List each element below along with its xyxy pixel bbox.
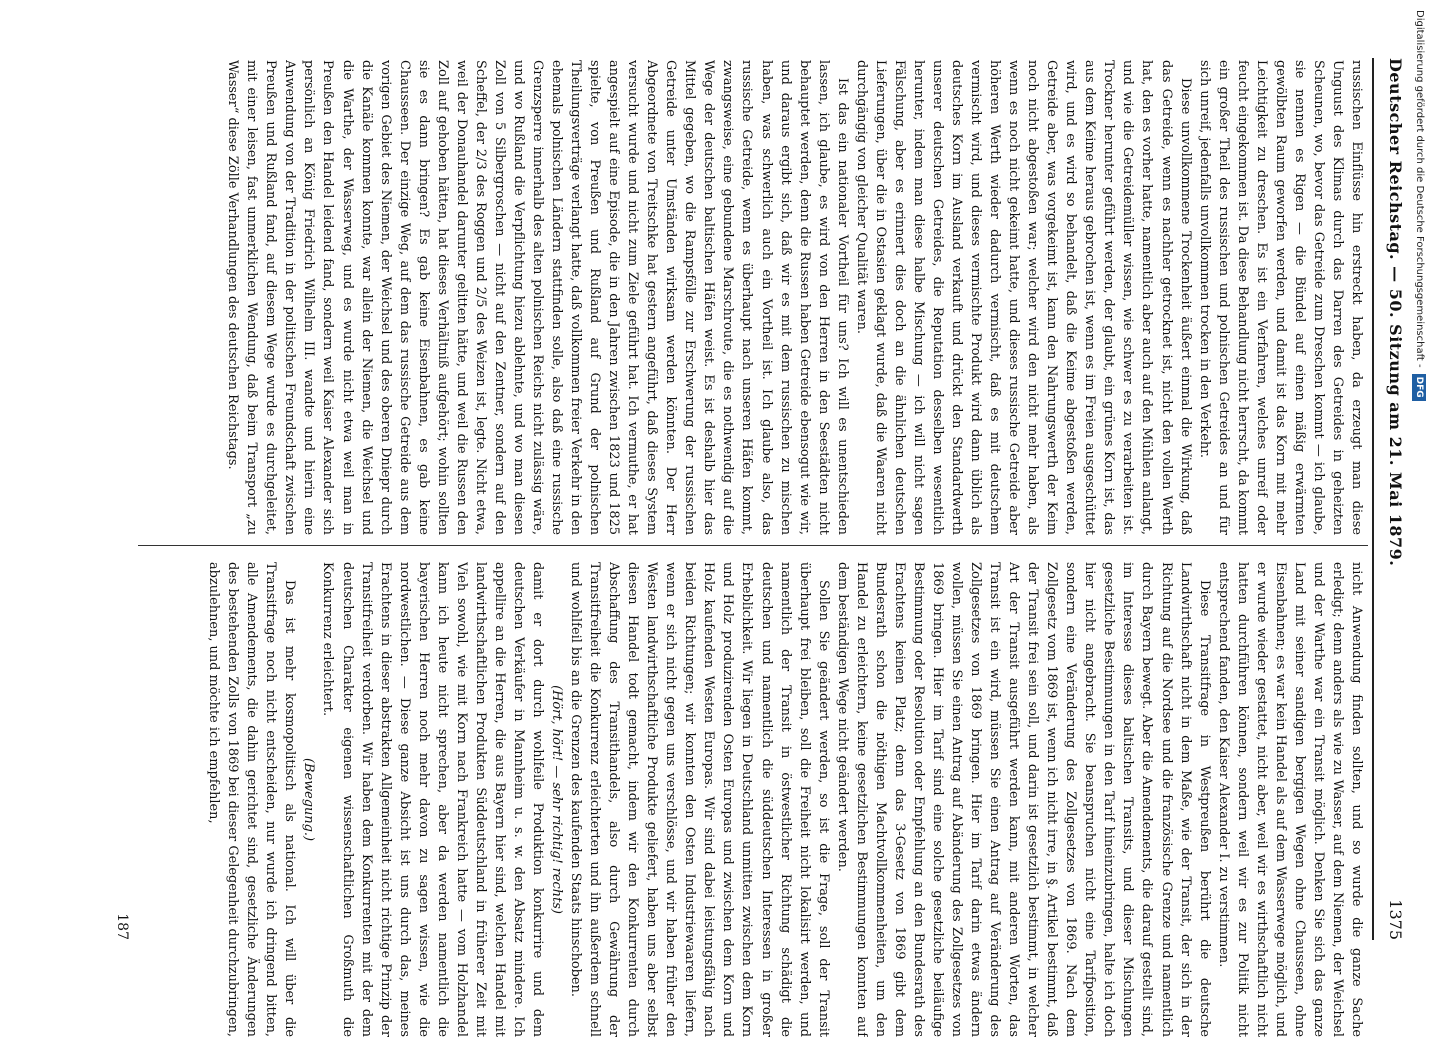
column-divider — [138, 545, 1368, 546]
paragraph: russischen Einflüsse hin erstreckt haben, da erzeugt man diese Unguust des Klimas durch das Darren des Getreides in geheizten Scheunen, wo, bevor das Getreide zum Dreschen kommt — ich glaube, sie nennen es Rigen — die Bündel auf einen mäßig erwärmten gewölbten Raum geworfen werden, und damit ist das Korn mit mehr Leichtigkeit zu dreschen. Es ist ein Verfahren, welches unreif oder feucht eingekommen ist. Da diese Behandlung nicht herrscht, da kommt ein großer Theil des russischen und polnischen Getreides an und für sich unreif, jedenfalls unvollkommen trocken in den Verkehr. — [1196, 60, 1364, 535]
paragraph: nicht Anwendung finden sollten, und so wurde die ganze Sache erledigt; denn anders als wie zu Wasser, auf dem Niemen, der Weichsel und der Warthe war ein Transit möglich. Denken Sie sich das ganze Land mit seiner sandigen bergigen Wegen ohne Chausseen, ohne Eisenbahnen; es war kein Handel als auf dem Wasserwege möglich, und er wurde wieder gestattet, nicht aber, weil wir es wirthschaftlich nicht hatten durchführen können, sondern weil wir es zur Politik nicht entsprechend fanden, den Kaiser Alexander I. zu verstimmen. — [1215, 562, 1364, 1037]
paragraph: Diese unvollkommene Trockenheit äußert einmal die Wirkung, daß das Getreide, wenn es nachher getrocknet ist, nicht den vollen Werth hat, den es vorher hatte, namentlich aber auch auf den Mühlen anlangt, und wie die Getreidemüller wissen, wie schwer es zu verarbeiten ist. Trockner herunter geführt werden, der glaubt, ein grünes Korn ist, das aus dem Keime heraus gebrochen ist, wenn es im Freien ausgeschüttet wird, und es wird so behandelt, daß die Keime abgestoßen werden, Getreide aber, was vorgekeimt ist, kann den Nahrungswerth der Keim noch nicht abgestoßen war; welcher wird den nicht mehr haben, als wenn es noch nicht gekeimt hatte, und dieses russische Getreide aber höheren Werth wieder dadurch vermischt, daß es mit deutschem vermischt wird, und dieses vermischte Produkt wird dann üblich als deutsches Korn im Ausland verkauft und drückt den Standardwerth unserer deutschen Getreides, die Reputation desselben wesentlich herunter, indem man diese halbe Mischung — ich will nicht sagen Fälschung, aber es erinnert dies doch an die ähnlichen deutschen Lieferungen, über die in Ostasien geklagt wurde, daß die Waaren nicht durchgängig von gleicher Qualität waren. — [853, 60, 1193, 535]
paragraph: Diese Transitfrage in Westpreußen berührt die deutsche Landwirthschaft nicht in dem Maße, wie der Transit, der sich in der Richtung auf die Nordsee und die französische Grenze und namentlich durch Bayern bewegt. Aber die Amendements, die darauf gestellt sind, im Interesse dieses baltischen Transits, und dieser Mischungen gesetzliche Bestimmungen in den Tarif hineinzubringen, halte ich doch hier nicht angebracht. Sie beanspruchen nicht eine Tarifposition, sondern eine Veränderung des Zollgesetzes von 1869. Nach dem Zollgesetz vom 1869 ist, wenn ich nicht irre, in §. Artikel bestimmt, daß der Transit frei sein soll, und darin ist gesetzlich bestimmt, in welcher Art der Transit ausgeführt werden kann, mit anderen Worten, das Transit ist ein wird, müssen Sie einen Antrag auf Veränderung des Zollgesetzes von 1869 bringen. Hier im Tarif darin etwas ändern wollen, müssen Sie einen Antrag auf Abänderung des Zollgesetzes von 1869 bringen. Hier im Tarif sind eine solche gesetzliche beiläufige Bestimmung oder Resolution oder Empfehlung an den Bundesrath des Erachtens keinen Platz; denn das 3-Gesetz von 1869 gibt dem Bundesrath schon die nöthigen Machtvollkommenheiten, um den Handel zu erleichtern, keine gesetzlichen Bestimmungen konnten auf dem beständigen Wege nicht geändert werden. — [834, 562, 1212, 1037]
paragraph: Ist das ein nationaler Vortheil für uns? Ich will es unentschieden lassen, ich glaube, es wird von den Herren in den Seestädten nicht behauptet werden, denn die Russen haben Getreide ebensogut wie wir, und daraus ergibt sich, daß wir es mit dem russischen zu mischen haben, was schwerlich auch ein Vortheil ist. Ich glaube also, das russische Getreide, wenn es überhaupt nach unseren Häfen kommt, zwangsweise, eine gebundene Marschroute, die es nothwendig auf die Wege der deutschen baltischen Häfen weist. Es ist deshalb hier das Mittel gegeben, wo die Rampsfölle zur Erschwerung der russischen Getreide unter Umständen wirksam werden könnten. Der Herr Abgeordnete von Treitschke hat gestern angeführt, daß dieses System versucht wurde und nicht zum Ziele geführt hat. Ich vermuthe, er hat angespielt auf eine Episode, die in den Jahren zwischen 1823 und 1825 spielte, von Preußen und Rußland auf Grund der polnischen Theilungsverträge verlangt hatte, daß vollkommen freier Verkehr in den ehemals polnischen Ländern stattfinden solle, also daß eine russische Grenzsperre innerhalb des alten polnischen Reichs nicht zulässig wäre, und wo Rußland die Verpflichtung hiezu ablehnte, und wo man diesen Zoll von 5 Silbergroschen — nicht auf den Zentner, sondern auf den Scheffel, der 2/3 des Roggen und 2/5 des Weizen ist, legte. Nicht etwa, weil der Donauhandel darunter gelitten hätte, und weil die Russen den Zoll auf gehoben hätten, hat dieses Verhältniß aufgehört; wohin sollten sie es dann bringen? Es gab keine Eisenbahnen, es gab keine Chausseen. Der einzige Weg, auf dem das russische Getreide aus dem vorigen Gebiet des Niemen, der Weichsel und des oberen Dniepr durch die Kanäle kommen konnte, war allein der Niemen, die Weichsel und die Warthe, der Wasserweg, und es wurde nicht etwa weil man in Preußen den Handel leidend fand, sondern weil Kaiser Alexander sich persönlich an König Friedrich Wilhelm III. wandte und hierin eine Anwendung von der Tradition in der politischen Freundschaft zwischen Preußen und Rußland fand, auf diesem Wege wurde es durchgeleitet, mit einer leisen, fast unmerklichen Wendung, daß beim Transport „zu Wasser“ diese Zölle Verhandlungen des deutschen Reichstags. — [225, 60, 850, 535]
interjection: (Bewegung.) — [301, 757, 317, 842]
scan-credit-strip — [1408, 10, 1430, 990]
paragraph: Sollen Sie geändert werden, so ist die Frage, soll der Transit überhaupt frei bleiben, soll die Freiheit nicht lokalisirt werden, und namentlich der Transit in östwestlicher Richtung schädigt die deutschen und namentlich die süddeutschen Interessen in großer Erheblichkeit. Wir liegen in Deutschland unmitten zwischen dem Korn und Holz produzirenden Osten Europas und zwischen dem Korn und Holz kaufenden Westen Europas. Wir sind dabei leistungsfähig nach beiden Richtungen; wir konnten den Osten Industriewaaren liefern, wenn er sich nicht gegen uns verschlösse, und wir haben früher den Westen landwirthschaftliche Produkte geliefert, haben uns aber selbst diesen Handel todt gemacht, indem wir den Konkurrenten durch Abschaffung des Transithandels, also durch Gewährung der Transitfreiheit die Konkurrenz erleichterten und ihn außerdem schnell und wohlfeil bis an die Grenzen des kaufenden Staats hinschoben. — [568, 562, 831, 1037]
scan-credit — [1408, 10, 1430, 990]
paragraph: Das ist mehr kosmopolitisch als national. Ich will über die Transitfrage noch nicht entscheiden, nur wurde ich dringend bitten, alle Amendements, die dahin gerichtet sind, gesetzliche Änderungen des bestehenden Zolls von 1869 bei dieser Gelegenheit durchzubringen, abzulehnen, und möchte ich empfehlen, — [206, 562, 298, 1037]
right-column — [76, 562, 1366, 1037]
running-title: Deutscher Reichstag. — 50. Sitzung am 21. Mai 1879. — [1386, 58, 1406, 567]
left-column — [36, 60, 1366, 535]
paragraph: damit er dort durch wohlfeile Produktion konkurrire und dem deutschen Verkäufer in Mannheim u. s. w. den Absatz mindere. Ich appellire an die Herren, die aus Bayern hier sind, welchen Handel mit landwirthschaftlichen Produkten Süddeutschland in früherer Zeit mit Vieh sowohl, wie mit Korn nach Frankreich hatte — vom Holzhandel kann ich heute nicht sprechen, aber da werden namentlich die bayerischen Herren noch mehr davon zu sagen wissen, wie die nordwestlichen. — Diese ganze Absicht ist uns durch das, meines Erachtens in dieser abstrakten Allgemeinheit nicht richtige Prinzip der Transitfreiheit verdorben. Wir haben dem Konkurrenten mit der dem deutschen Charakter eigenen wissenschaftlichen Großmuth die Konkurrenz erleichtert. — [320, 562, 545, 1037]
sheet-mark: 187 — [114, 913, 130, 940]
dfg-logo-icon: DFG — [1412, 374, 1426, 401]
interjection: (Hört, hört! — sehr richtig! rechts) — [549, 685, 565, 914]
page-number: 1375 — [1386, 899, 1406, 940]
scan-credit-text: Digitalisierung gefördert durch die Deutsche Forschungsgemeinschaft - — [1414, 10, 1425, 368]
